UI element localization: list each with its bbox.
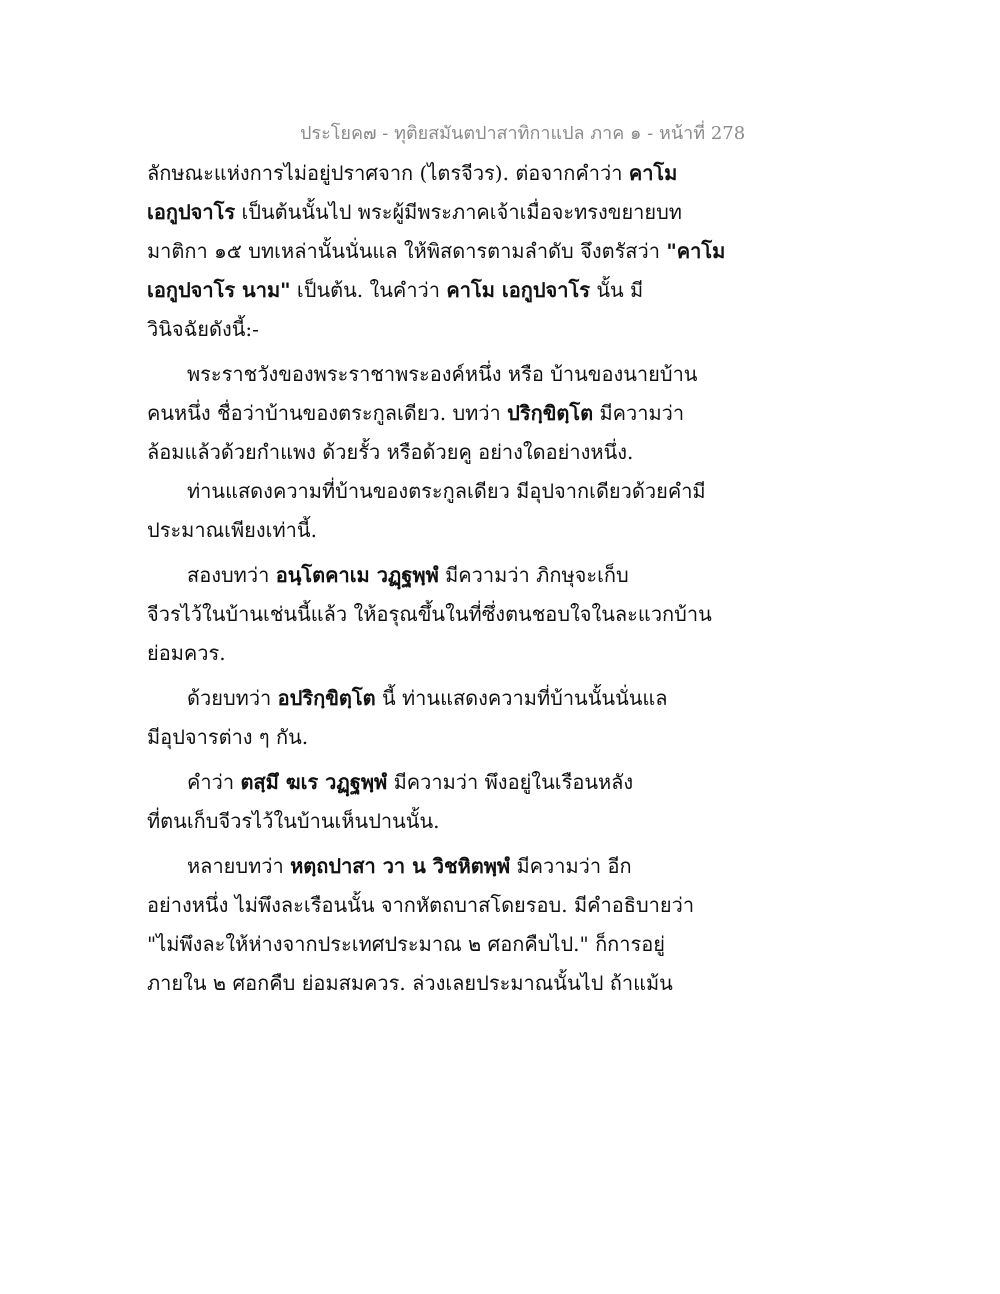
text-run: ประมาณเพียงเท่านี้. [147, 518, 317, 542]
text-run: นี้ ท่านแสดงความที่บ้านนั้นนั่นแล [375, 686, 668, 710]
text-line [147, 154, 707, 193]
text-run: เป็นต้นนั้นไป พระผู้มีพระภาคเจ้าเมื่อจะทรงขยายบท [235, 200, 682, 224]
text-run: คำว่า [187, 770, 241, 794]
text-run: มีความว่า อีก [510, 854, 632, 878]
text-run: สองบทว่า [187, 563, 276, 587]
text-run: อย่างหนึ่ง ไม่พึงละเรือนนั้น จากหัตถบาสโดยรอบ. มีคำอธิบายว่า [147, 893, 695, 917]
text-line [147, 556, 707, 595]
bold-term: เอกูปจาโร นาม" [147, 278, 291, 302]
text-line [147, 763, 707, 802]
text-run: พระราชวังของพระราชาพระองค์หนึ่ง หรือ บ้านของนายบ้าน [187, 362, 698, 386]
text-run: คนหนึ่ง ชื่อว่าบ้านของตระกูลเดียว. บทว่า [147, 401, 508, 425]
text-line [147, 271, 707, 310]
text-line [147, 595, 712, 634]
bold-term: เอกูปจาโร [147, 200, 236, 224]
text-line [147, 472, 707, 511]
text-line [147, 847, 707, 886]
bold-term: หตฺถปาสา วา น วิชหิตพฺพํ [290, 854, 511, 878]
text-run: เป็นต้น. ในคำว่า [290, 278, 447, 302]
paragraph [147, 154, 726, 349]
text-run: ล้อมแล้วด้วยกำแพง ด้วยรั้ว หรือด้วยคู อย่างใดอย่างหนึ่ง. [147, 440, 634, 464]
text-line [147, 355, 707, 394]
paragraph [147, 847, 707, 1003]
text-line [147, 925, 707, 964]
text-line [147, 802, 707, 841]
bold-term: อนฺโตคาเม วฏฺฐพฺพํ [275, 563, 439, 587]
body-text [147, 154, 726, 1003]
text-line [147, 193, 707, 232]
text-line [147, 511, 707, 550]
text-line [147, 394, 707, 433]
bold-term: ปริกฺขิตฺโต [507, 401, 594, 425]
paragraph [147, 355, 707, 472]
text-line [147, 634, 707, 673]
paragraph [147, 556, 712, 673]
text-run: ย่อมควร. [147, 641, 226, 665]
text-line [147, 433, 707, 472]
text-line [147, 679, 707, 718]
text-line [147, 886, 707, 925]
bold-term: ตสฺมึ ฆเร วฏฺฐพฺพํ [240, 770, 388, 794]
paragraph [147, 679, 707, 757]
text-run: วินิจฉัยดังนี้:- [147, 317, 259, 341]
bold-term: คาโม เอกูปจาโร [446, 278, 590, 302]
text-run: หลายบทว่า [187, 854, 291, 878]
text-run: มาติกา ๑๕ บทเหล่านั้นนั่นแล ให้พิสดารตามลำดับ จึงตรัสว่า [147, 239, 667, 263]
text-run: มีอุปจารต่าง ๆ กัน. [147, 725, 309, 749]
text-run: ท่านแสดงความที่บ้านของตระกูลเดียว มีอุปจากเดียวด้วยคำมี [187, 479, 706, 503]
text-line [147, 310, 707, 349]
paragraph [147, 472, 707, 550]
text-run: จีวรไว้ในบ้านเช่นนี้แล้ว ให้อรุณขึ้นในที่ซึ่งตนชอบใจในละแวกบ้าน [147, 602, 712, 626]
text-line [147, 964, 707, 1003]
text-run: ที่ตนเก็บจีวรไว้ในบ้านเห็นปานนั้น. [147, 809, 440, 833]
bold-term: คาโม [628, 161, 678, 185]
running-header: ประโยค๗ - ทุติยสมันตปาสาทิกาแปล ภาค ๑ - หน้าที่ 278 [300, 123, 746, 144]
text-line [147, 718, 707, 757]
paragraph [147, 763, 707, 841]
text-run: มีความว่า ภิกษุจะเก็บ [438, 563, 629, 587]
text-run: "ไม่พึงละให้ห่างจากประเทศประมาณ ๒ ศอกคืบไป." ก็การอยู่ [147, 932, 665, 956]
text-run: มีความว่า พึงอยู่ในเรือนหลัง [387, 770, 634, 794]
text-run: ลักษณะแห่งการไม่อยู่ปราศจาก (ไตรจีวร). ต่อจากคำว่า [147, 161, 629, 185]
text-run: มีความว่า [593, 401, 685, 425]
bold-term: "คาโม [666, 239, 726, 263]
text-run: ภายใน ๒ ศอกคืบ ย่อมสมควร. ล่วงเลยประมาณนั้นไป ถ้าแม้น [147, 971, 673, 995]
bold-term: อปริกฺขิตฺโต [277, 686, 376, 710]
text-run: ด้วยบทว่า [187, 686, 278, 710]
text-run: นั้น มี [589, 278, 644, 302]
text-line [147, 232, 726, 271]
